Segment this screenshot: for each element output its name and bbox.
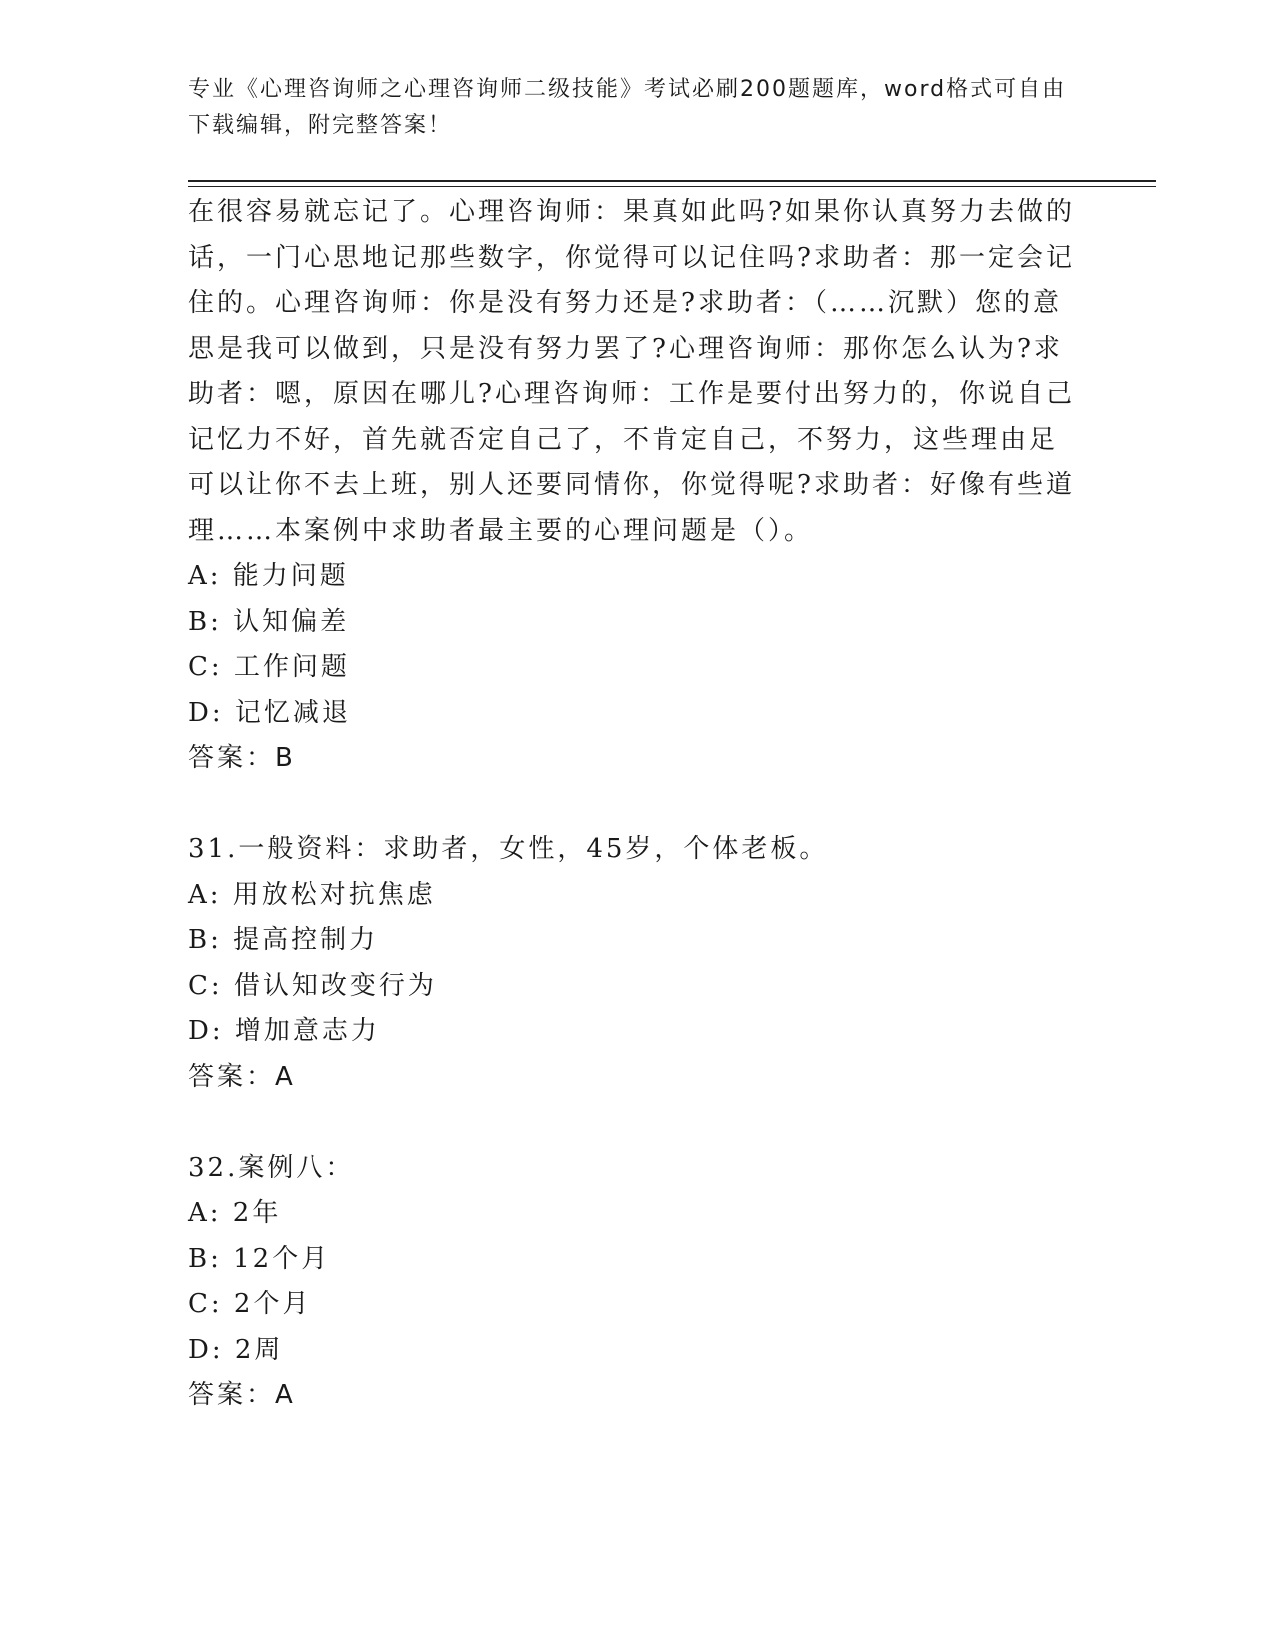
question-content	[188, 190, 1078, 1419]
spacer	[188, 1100, 1078, 1146]
question-31-option-a: A: 用放松对抗焦虑	[188, 879, 436, 910]
question-32-answer: 答案：A	[188, 1380, 296, 1410]
question-32-option-c: C: 2个月	[188, 1289, 312, 1319]
question-30-option-d: D: 记忆减退	[188, 697, 351, 728]
document-header: 专业《心理咨询师之心理咨询师二级技能》考试必刷200题题库，word格式可自由下载编辑，附完整答案！	[188, 77, 1067, 138]
question-30-option-c: C: 工作问题	[188, 652, 350, 682]
question-31-answer: 答案：A	[188, 1061, 296, 1092]
question-30-answer: 答案：B	[188, 743, 296, 773]
question-31-option-b: B: 提高控制力	[188, 925, 379, 955]
question-31-text: 31.一般资料：求助者，女性，45岁，个体老板。	[188, 834, 829, 864]
question-30-option-a: A: 能力问题	[188, 561, 349, 591]
question-32-option-a: A: 2年	[188, 1198, 282, 1228]
question-30-option-b: B: 认知偏差	[188, 606, 350, 637]
question-31-option-c: C: 借认知改变行为	[188, 970, 437, 1001]
question-32-text: 32.案例八：	[188, 1152, 355, 1183]
question-32-option-d: D: 2周	[188, 1334, 284, 1365]
header-rule-thin	[188, 186, 1156, 187]
question-31-option-d: D: 增加意志力	[188, 1016, 380, 1046]
header-rule-thick	[188, 180, 1156, 182]
question-32-option-b: B: 12个月	[188, 1243, 331, 1274]
question-30-text: 在很容易就忘记了。心理咨询师：果真如此吗?如果你认真努力去做的话，一门心思地记那些数字，你觉得可以记住吗?求助者：那一定会记住的。心理咨询师：你是没有努力还是?求助者：（……沉默）您的意思是我可以做到，只是没有努力罢了?心理咨询师：那你怎么认为?求助者：嗯，原因在哪儿?心理咨询师：工作是要付出努力的，你说自己记忆力不好，首先就否定自己了，不肯定自己，不努力，这些理由足可以让你不去上班，别人还要同情你，你觉得呢?求助者：好像有些道理……本案例中求助者最主要的心理问题是（）。	[188, 197, 1075, 546]
spacer	[188, 782, 1078, 828]
